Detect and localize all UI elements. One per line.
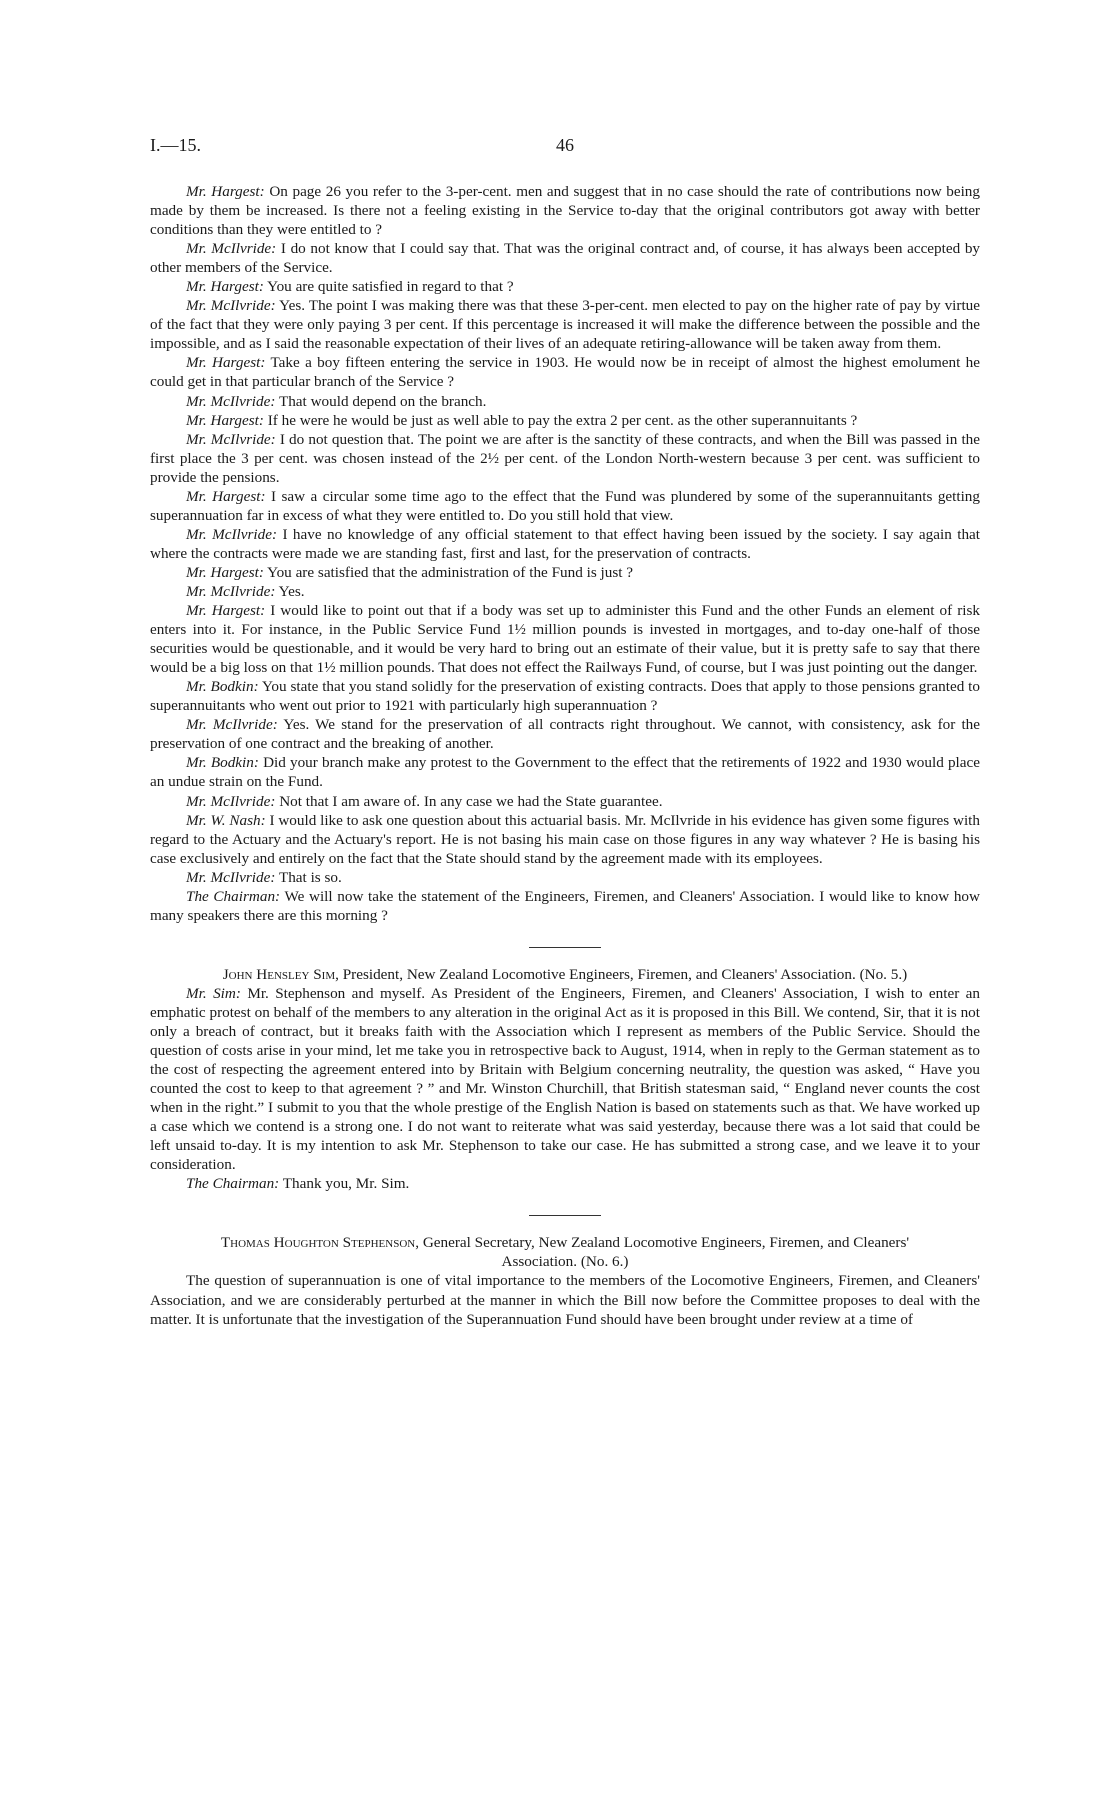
speech-text: I do not know that I could say that. That was the original contract and, of course, it has always been accepted by other members of the Service.: [150, 240, 981, 277]
speech-text: Mr. Stephenson and myself. As President of the Engineers, Firemen, and Cleaners' Association, I wish to enter an emphatic protest on behalf of the members to any alteration in the original Act as it is proposed in this Bill. We contend, Sir, that it is not only a breach of contract, but it breaks faith with the Association which I represent as members of the Public Service. Should the question of costs arise in your mind, let me take you in retrospective back to August, 1914, when in reply to the German statement as to the cost of respecting the agreement entered into by Britain with Belgium concerning neutrality, the question was asked, “ Have you counted the cost to keep to that agreement ? ” and Mr. Winston Churchill, that British statesman said, “ England never counts the cost when in the right.” I submit to you that the whole prestige of the English Nation is based on statements such as that. We have worked up a case which we contend is a strong one. I do not want to reiterate what was said yesterday, because there was a lot said that could be left unsaid to-day. It is my intention to ask Mr. Stephenson to take our case. He has submitted a strong case, and we leave it to your consideration.: [150, 984, 981, 1174]
speaker-name: The Chairman:: [186, 887, 281, 905]
testimony-sim: [150, 984, 980, 1194]
speech-text: Yes. We stand for the preservation of all contracts right throughout. We cannot, with consistency, ask for the preservation of one contract and the breaking of another.: [150, 716, 980, 753]
speaker-name: Mr. McIlvride:: [186, 868, 276, 886]
testimony-paragraph: [150, 239, 980, 277]
speaker-name: Mr. W. Nash:: [186, 811, 266, 829]
speech-text: I do not question that. The point we are after is the sanctity of these contracts, and when the Bill was passed in the first place the 3 per cent. was chosen instead of the 2½ per cent. of the London North-western because 3 per cent. was sufficient to provide the pensions.: [150, 430, 980, 486]
testimony-paragraph: [150, 887, 980, 925]
speech-text: If he were he would be just as well able to pay the extra 2 per cent. as the other superannuitants ?: [267, 411, 858, 429]
speaker-name: Mr. McIlvride:: [186, 240, 277, 258]
speaker-name: Mr. Hargest:: [186, 602, 266, 620]
statement-paragraph: The question of superannuation is one of vital importance to the members of the Locomotive Engineers, Firemen, and Cleaners' Association, and we are considerably perturbed at the manner in which the Bill now before the Committee proposes to deal with the matter. It is unfortunate that the investigation of the Superannuation Fund should have been brought under review at a time of: [150, 1272, 980, 1328]
page-header: [150, 135, 980, 159]
testimony-paragraph: [150, 984, 980, 1174]
testimony-paragraph: [150, 582, 980, 601]
testimony-paragraph: [150, 182, 980, 239]
speaker-name: Mr. Hargest:: [186, 563, 264, 581]
testimony-paragraph: [150, 601, 980, 677]
speaker-name: Mr. McIlvride:: [186, 582, 276, 600]
speech-text: On page 26 you refer to the 3-per-cent. men and suggest that in no case should the rate of contributions now being made by them be increased. Is there not a feeling existing in the Service to-day that the original contributors got away with better conditions than they were entitled to ?: [150, 183, 980, 239]
witness-description: , President, New Zealand Locomotive Engineers, Firemen, and Cleaners' Association. (No. 5.): [335, 965, 908, 983]
speech-text: That would depend on the branch.: [278, 392, 487, 410]
speech-text: I saw a circular some time ago to the effect that the Fund was plundered by some of the superannuitants getting superannuation far in excess of what they were entitled to. Do you still hold that view.: [150, 487, 980, 524]
speech-text: We will now take the statement of the Engineers, Firemen, and Cleaners' Association. I would like to know how many speakers there are this morning ?: [150, 887, 980, 924]
speaker-name: Mr. Bodkin:: [186, 678, 259, 696]
section-divider: [529, 1215, 601, 1216]
testimony-paragraph: [150, 563, 980, 582]
speaker-name: Mr. McIlvride:: [186, 297, 276, 315]
testimony-paragraph: [150, 868, 980, 887]
speech-text: I have no knowledge of any official statement to that effect having been issued by the society. I say again that where the contracts were made we are standing fast, first and last, for the preservation of contracts.: [150, 525, 981, 562]
witness-name: John Hensley Sim: [222, 965, 336, 983]
testimony-paragraph: [150, 1174, 980, 1193]
witness-name: Thomas Houghton Stephenson: [220, 1234, 416, 1252]
speaker-name: Mr. Hargest:: [186, 278, 264, 296]
testimony-paragraph: [150, 753, 980, 791]
speech-text: You state that you stand solidly for the preservation of existing contracts. Does that apply to those pensions granted to superannuitants who went out prior to 1921 with particularly high superannuation ?: [150, 678, 980, 715]
page-body: [150, 182, 980, 1329]
speech-text: You are satisfied that the administration of the Fund is just ?: [267, 563, 634, 581]
testimony-paragraph: [150, 525, 980, 563]
speaker-name: Mr. Hargest:: [186, 411, 264, 429]
speaker-name: Mr. Hargest:: [186, 354, 266, 372]
speech-text: Not that I am aware of. In any case we had the State guarantee.: [279, 792, 663, 810]
speech-text: You are quite satisfied in regard to that ?: [267, 278, 514, 296]
speaker-name: Mr. Bodkin:: [186, 754, 259, 772]
speech-text: That is so.: [278, 868, 342, 886]
witness-heading-stephenson: [150, 1233, 980, 1271]
speaker-name: Mr. McIlvride:: [186, 430, 276, 448]
speaker-name: The Chairman:: [186, 1175, 280, 1193]
speech-text: Take a boy fifteen entering the service in 1903. He would now be in receipt of almost the highest emolument he could get in that particular branch of the Service ?: [150, 354, 980, 391]
speech-text: Yes. The point I was making there was that these 3-per-cent. men elected to pay on the higher rate of pay by virtue of the fact that they were only paying 3 per cent. If this percentage is increased it will make the difference between the possible and the impossible, and as I said the reasonable expectation of their lives of an adequate retiring-allowance will be taken away from them.: [150, 297, 981, 353]
speaker-name: Mr. Hargest:: [186, 183, 265, 200]
speech-text: I would like to ask one question about this actuarial basis. Mr. McIlvride in his evidence has given some figures with regard to the Actuary and the Actuary's report. He is not basing his main case on those figures in any way whatever ? He is basing his case exclusively and entirely on the fact that the State should stand by the agreement made with its employees.: [150, 811, 981, 867]
testimony-paragraph: [150, 792, 980, 811]
speaker-name: Mr. Sim:: [186, 984, 241, 1002]
speech-text: Thank you, Mr. Sim.: [282, 1175, 410, 1193]
speaker-name: Mr. McIlvride:: [186, 792, 276, 810]
testimony-paragraph: [150, 715, 980, 753]
testimony-paragraph: [150, 677, 980, 715]
section-divider: [529, 947, 601, 948]
testimony-paragraph: [150, 811, 980, 868]
testimony-paragraph: [150, 353, 980, 391]
testimony-paragraph: [150, 392, 980, 411]
speaker-name: Mr. McIlvride:: [186, 392, 276, 410]
witness-heading-sim: [150, 965, 980, 984]
testimony-paragraph: [150, 277, 980, 296]
testimony-mcilvride: [150, 182, 980, 925]
speaker-name: Mr. McIlvride:: [186, 716, 278, 734]
speech-text: I would like to point out that if a body was set up to administer this Fund and the other Funds an element of risk enters into it. For instance, in the Public Service Fund 1½ million pounds is invested in mortgages, and to-day one-half of those securities would be questionable, and it would be very hard to bring out an estimate of their value, but it is pretty safe to say that there would be a big loss on that 1½ million pounds. That does not effect the Railways Fund, of course, but I was just pointing out the danger.: [150, 602, 981, 677]
page-number: 46: [556, 135, 574, 155]
document-reference: I.—15.: [150, 135, 201, 155]
speech-text: Did your branch make any protest to the Government to the effect that the retirements of 1922 and 1930 would place an undue strain on the Fund.: [150, 754, 980, 791]
speaker-name: Mr. McIlvride:: [186, 525, 278, 543]
testimony-paragraph: [150, 296, 980, 353]
testimony-paragraph: [150, 487, 980, 525]
speaker-name: Mr. Hargest:: [186, 487, 266, 505]
testimony-paragraph: [150, 430, 980, 487]
testimony-paragraph: [150, 411, 980, 430]
witness-description: , General Secretary, New Zealand Locomotive Engineers, Firemen, and Cleaners' Association. (No. 6.): [415, 1234, 910, 1271]
speech-text: Yes.: [278, 582, 305, 600]
